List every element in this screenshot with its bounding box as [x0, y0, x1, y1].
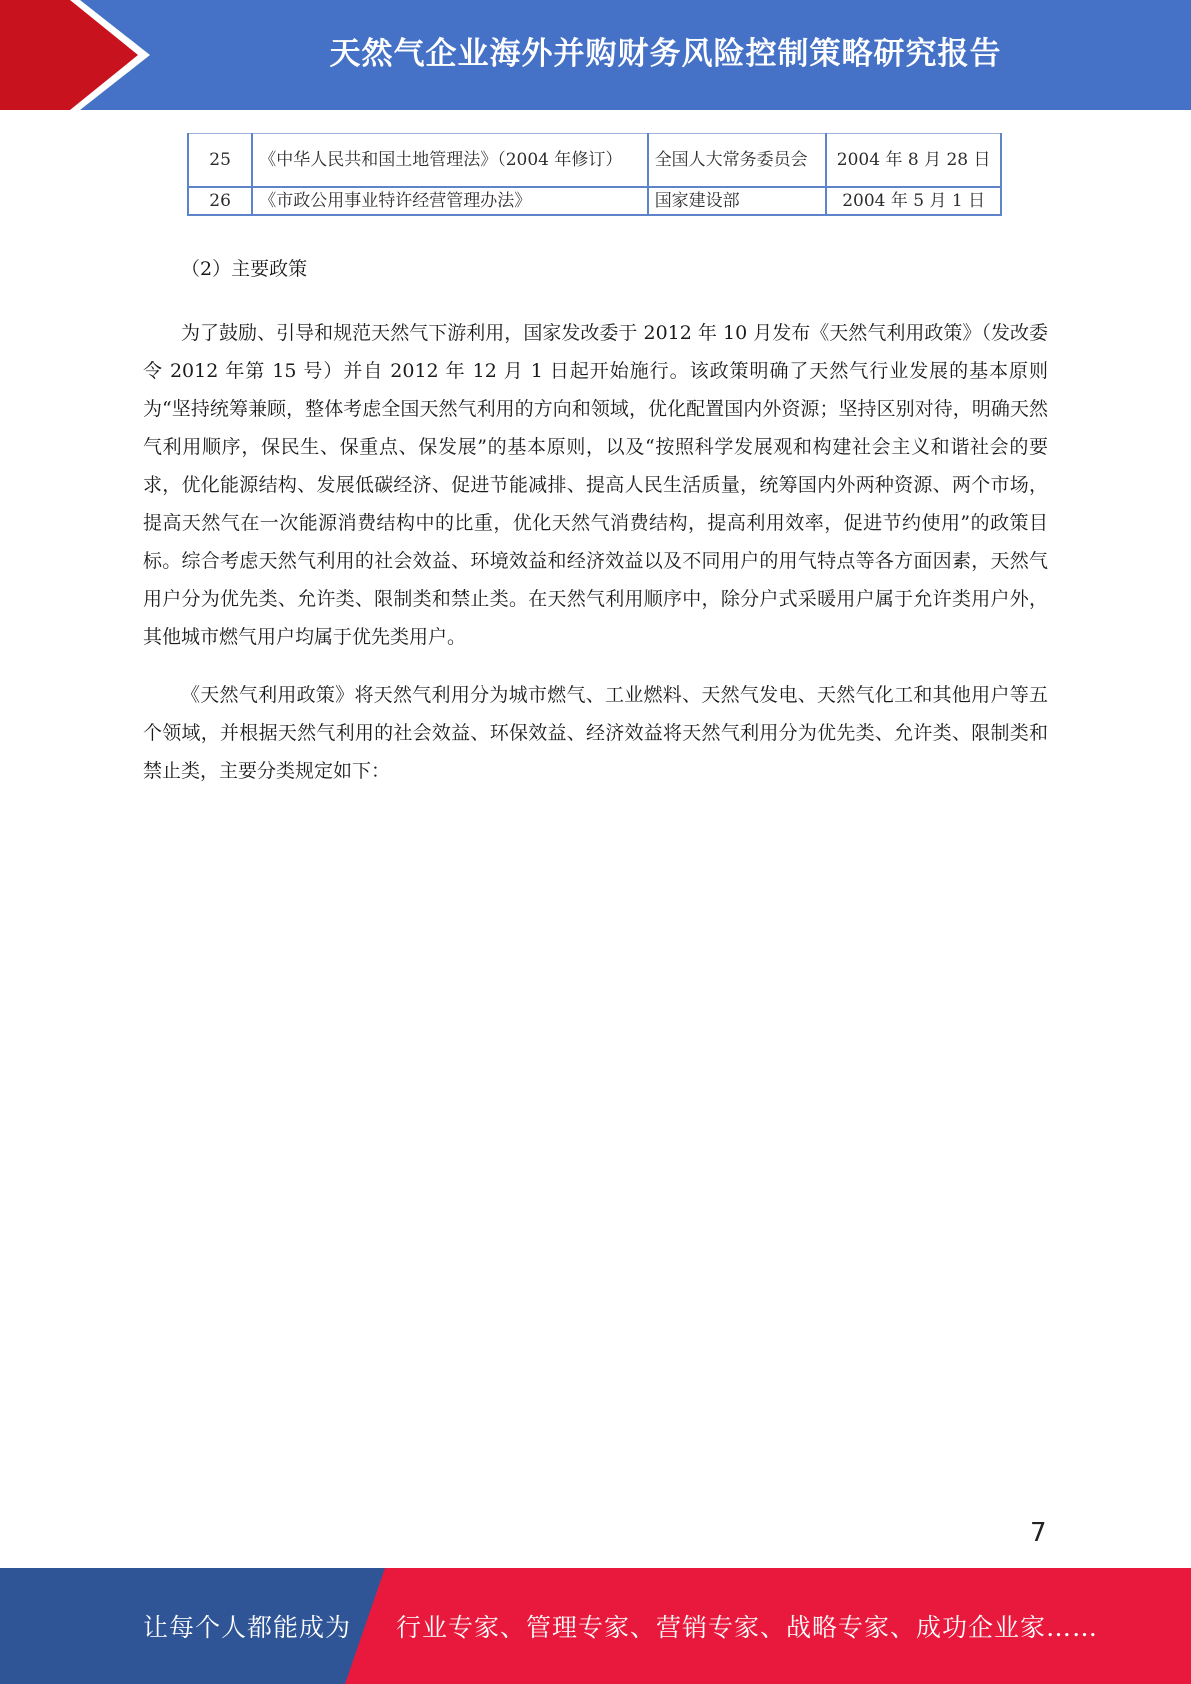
section-subheading: （2）主要政策 — [181, 258, 308, 280]
effective-date: 2004 年 8 月 28 日 — [826, 134, 1001, 188]
effective-date: 2004 年 5 月 1 日 — [826, 187, 1001, 215]
classification-paragraph: 《天然气利用政策》将天然气利用分为城市燃气、工业燃料、天然气发电、天然气化工和其他用户等五个领域，并根据天然气利用的社会效益、环保效益、经济效益将天然气利用分为优先类、允许类、限制类和禁止类，主要分类规定如下： — [143, 684, 1048, 782]
page-number: 7 — [1030, 1518, 1047, 1548]
main-content — [143, 250, 1048, 810]
row-number: 26 — [188, 187, 252, 215]
issuing-body: 全国人大常务委员会 — [648, 134, 827, 188]
footer-slogan-right: 行业专家、管理专家、营销专家、战略专家、成功企业家…… — [396, 1613, 1099, 1642]
law-name: 《市政公用事业特许经营管理办法》 — [252, 187, 647, 215]
regulations-table — [187, 133, 1002, 216]
policy-paragraph: 为了鼓励、引导和规范天然气下游利用，国家发改委于 2012 年 10 月发布《天然气利用政策》（发改委令 2012 年第 15 号）并自 2012 年 12 月 1 日起开始施行。该政策明确了天然气行业发展的基本原则为“坚持统筹兼顾，整体考虑全国天然气利用的方向和领域，优化配置国内外资源；坚持区别对待，明确天然气利用顺序，保民生、保重点、保发展”的基本原则，以及“按照科学发展观和构建社会主义和谐社会的要求，优化能源结构、发展低碳经济、促进节能减排、提高人民生活质量，统筹国内外两种资源、两个市场，提高天然气在一次能源消费结构中的比重，优化天然气消费结构，提高利用效率，促进节约使用”的政策目标。综合考虑天然气利用的社会效益、环境效益和经济效益以及不同用户的用气特点等各方面因素，天然气用户分为优先类、允许类、限制类和禁止类。在天然气利用顺序中，除分户式采暖用户属于允许类用户外，其他城市燃气用户均属于优先类用户。 — [143, 322, 1048, 648]
page-header — [0, 0, 1191, 110]
report-title: 天然气企业海外并购财务风险控制策略研究报告 — [329, 36, 1002, 72]
law-name: 《中华人民共和国土地管理法》（2004 年修订） — [252, 134, 647, 188]
table-row — [188, 134, 1001, 188]
page-footer — [0, 1568, 1191, 1684]
row-number: 25 — [188, 134, 252, 188]
table-row — [188, 187, 1001, 215]
chevron-arrow-icon — [0, 0, 160, 110]
issuing-body: 国家建设部 — [648, 187, 827, 215]
footer-slogan-left: 让每个人都能成为 — [143, 1613, 352, 1642]
